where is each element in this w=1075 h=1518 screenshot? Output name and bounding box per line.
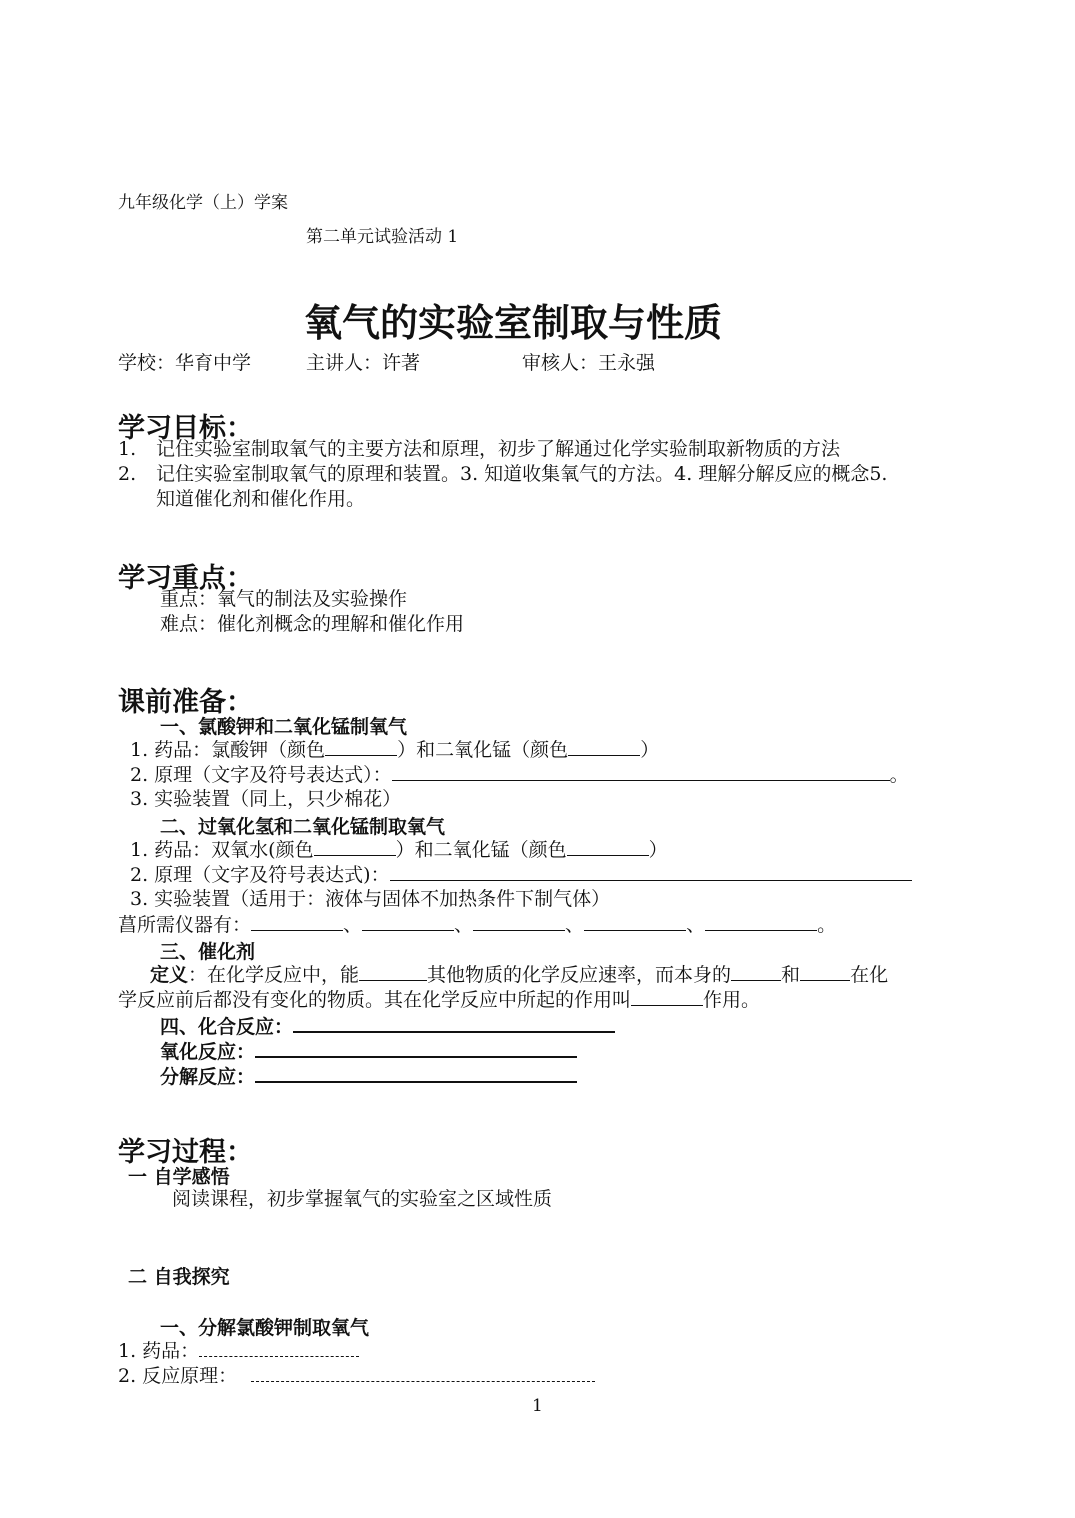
page-title: 氧气的实验室制取与性质 xyxy=(304,301,723,345)
definition-blank[interactable] xyxy=(731,962,781,981)
principle-label: 2. 原理（文字及符号表达式)： xyxy=(130,864,390,886)
drug-close: ） xyxy=(640,739,660,761)
drug-label: 1. 药品：双氧水(颜色 xyxy=(130,839,314,861)
color-blank[interactable] xyxy=(314,837,396,856)
prep-1-drug-line xyxy=(130,737,659,762)
process-principle-line xyxy=(118,1363,595,1388)
decomposition-label: 分解反应： xyxy=(160,1066,256,1088)
definition-text: 作用。 xyxy=(703,989,761,1011)
goal-text: 记住实验室制取氧气的原理和装置。3. 知道收集氧气的方法。4. 理解分解反应的概念5. xyxy=(156,463,888,485)
part1-text: 阅读课程，初步掌握氧气的实验室之区域性质 xyxy=(172,1188,553,1210)
principle-blank[interactable] xyxy=(251,1363,595,1382)
color-blank[interactable] xyxy=(567,837,649,856)
goal-item xyxy=(118,437,840,461)
definition-text: 学反应前后都没有变化的物质。其在化学反应中所起的作用叫 xyxy=(118,989,632,1011)
instrument-blank[interactable] xyxy=(251,912,343,931)
part2-title: 二 自我探究 xyxy=(128,1266,230,1288)
school-label: 学校：华育中学 xyxy=(118,352,252,374)
course-name: 九年级化学（上）学案 xyxy=(118,193,288,213)
separator: 、 xyxy=(343,914,363,936)
combination-label: 四、化合反应： xyxy=(160,1016,294,1038)
prep-heading: 课前准备： xyxy=(118,687,253,718)
decomposition-reaction-line xyxy=(160,1062,577,1089)
instruments-line xyxy=(118,912,836,937)
principle-label: 2. 原理（文字及符号表达式）： xyxy=(130,764,392,786)
focus-heading: 学习重点： xyxy=(118,563,253,594)
goals-heading: 学习目标： xyxy=(118,413,253,444)
catalyst-definition-line-2 xyxy=(118,987,760,1012)
principle-label: 2. 反应原理： xyxy=(118,1365,238,1387)
drug-label: 1. 药品：氯酸钾（颜色 xyxy=(130,739,326,761)
combination-reaction-line xyxy=(160,1012,615,1039)
drug-blank[interactable] xyxy=(199,1338,359,1357)
prep-section-3-title: 三、催化剂 xyxy=(160,941,256,963)
decomposition-blank[interactable] xyxy=(255,1063,577,1083)
instrument-blank[interactable] xyxy=(584,912,686,931)
instruments-end: 。 xyxy=(817,914,837,936)
prep-2-device: 3. 实验装置（适用于：液体与固体不加热条件下制气体） xyxy=(130,888,611,910)
definition-text: 和 xyxy=(781,964,801,986)
reviewer-label: 审核人：王永强 xyxy=(522,352,656,374)
principle-end: 。 xyxy=(889,764,909,786)
instruments-label: 菖所需仪器有： xyxy=(118,914,252,936)
oxidation-blank[interactable] xyxy=(255,1038,577,1058)
page-number: 1 xyxy=(532,1396,543,1416)
prep-1-device: 3. 实验装置（同上，只少棉花） xyxy=(130,788,402,810)
principle-blank[interactable] xyxy=(392,762,890,781)
separator: 、 xyxy=(454,914,474,936)
separator: 、 xyxy=(686,914,706,936)
instrument-blank[interactable] xyxy=(705,912,817,931)
drug-label: 1. 药品： xyxy=(118,1340,200,1362)
definition-label: 定义 xyxy=(150,964,189,986)
combination-blank[interactable] xyxy=(293,1013,615,1033)
sub1-title: 一、分解氯酸钾制取氧气 xyxy=(160,1317,370,1339)
prep-1-principle-line xyxy=(130,762,909,787)
color-blank[interactable] xyxy=(568,737,640,756)
process-heading: 学习过程： xyxy=(118,1137,253,1168)
lecturer-label: 主讲人：许著 xyxy=(306,352,421,374)
goal-text-continued: 知道催化剂和催化作用。 xyxy=(156,488,366,510)
principle-blank[interactable] xyxy=(390,862,912,881)
definition-blank[interactable] xyxy=(359,962,427,981)
goal-item xyxy=(118,462,887,486)
color-blank[interactable] xyxy=(325,737,397,756)
goal-text: 记住实验室制取氧气的主要方法和原理，初步了解通过化学实验制取新物质的方法 xyxy=(156,438,841,460)
oxidation-reaction-line xyxy=(160,1037,577,1064)
drug-close: ） xyxy=(648,839,668,861)
process-drug-line xyxy=(118,1338,359,1363)
goal-number: 1. xyxy=(118,438,137,460)
unit-label: 第二单元试验活动 1 xyxy=(306,227,459,247)
prep-2-principle-line xyxy=(130,862,912,887)
definition-blank[interactable] xyxy=(800,962,850,981)
difficulty-point: 难点：催化剂概念的理解和催化作用 xyxy=(160,613,465,635)
definition-text: ：在化学反应中，能 xyxy=(188,964,360,986)
prep-section-1-title: 一、氯酸钾和二氧化锰制氧气 xyxy=(160,716,408,738)
prep-2-drug-line xyxy=(130,837,668,862)
catalyst-definition-line xyxy=(150,962,888,987)
instrument-blank[interactable] xyxy=(473,912,565,931)
goal-number: 2. xyxy=(118,463,137,485)
instrument-blank[interactable] xyxy=(362,912,454,931)
part1-title: 一 自学感悟 xyxy=(128,1166,230,1188)
drug-label-2: ）和二氧化锰（颜色 xyxy=(395,839,567,861)
definition-text: 其他物质的化学反应速率，而本身的 xyxy=(427,964,732,986)
definition-blank[interactable] xyxy=(631,987,703,1006)
prep-section-2-title: 二、过氧化氢和二氧化锰制取氧气 xyxy=(160,816,446,838)
oxidation-label: 氧化反应： xyxy=(160,1041,256,1063)
drug-label-2: ）和二氧化锰（颜色 xyxy=(397,739,569,761)
definition-text: 在化 xyxy=(850,964,889,986)
key-point: 重点：氧气的制法及实验操作 xyxy=(160,588,408,610)
separator: 、 xyxy=(565,914,585,936)
